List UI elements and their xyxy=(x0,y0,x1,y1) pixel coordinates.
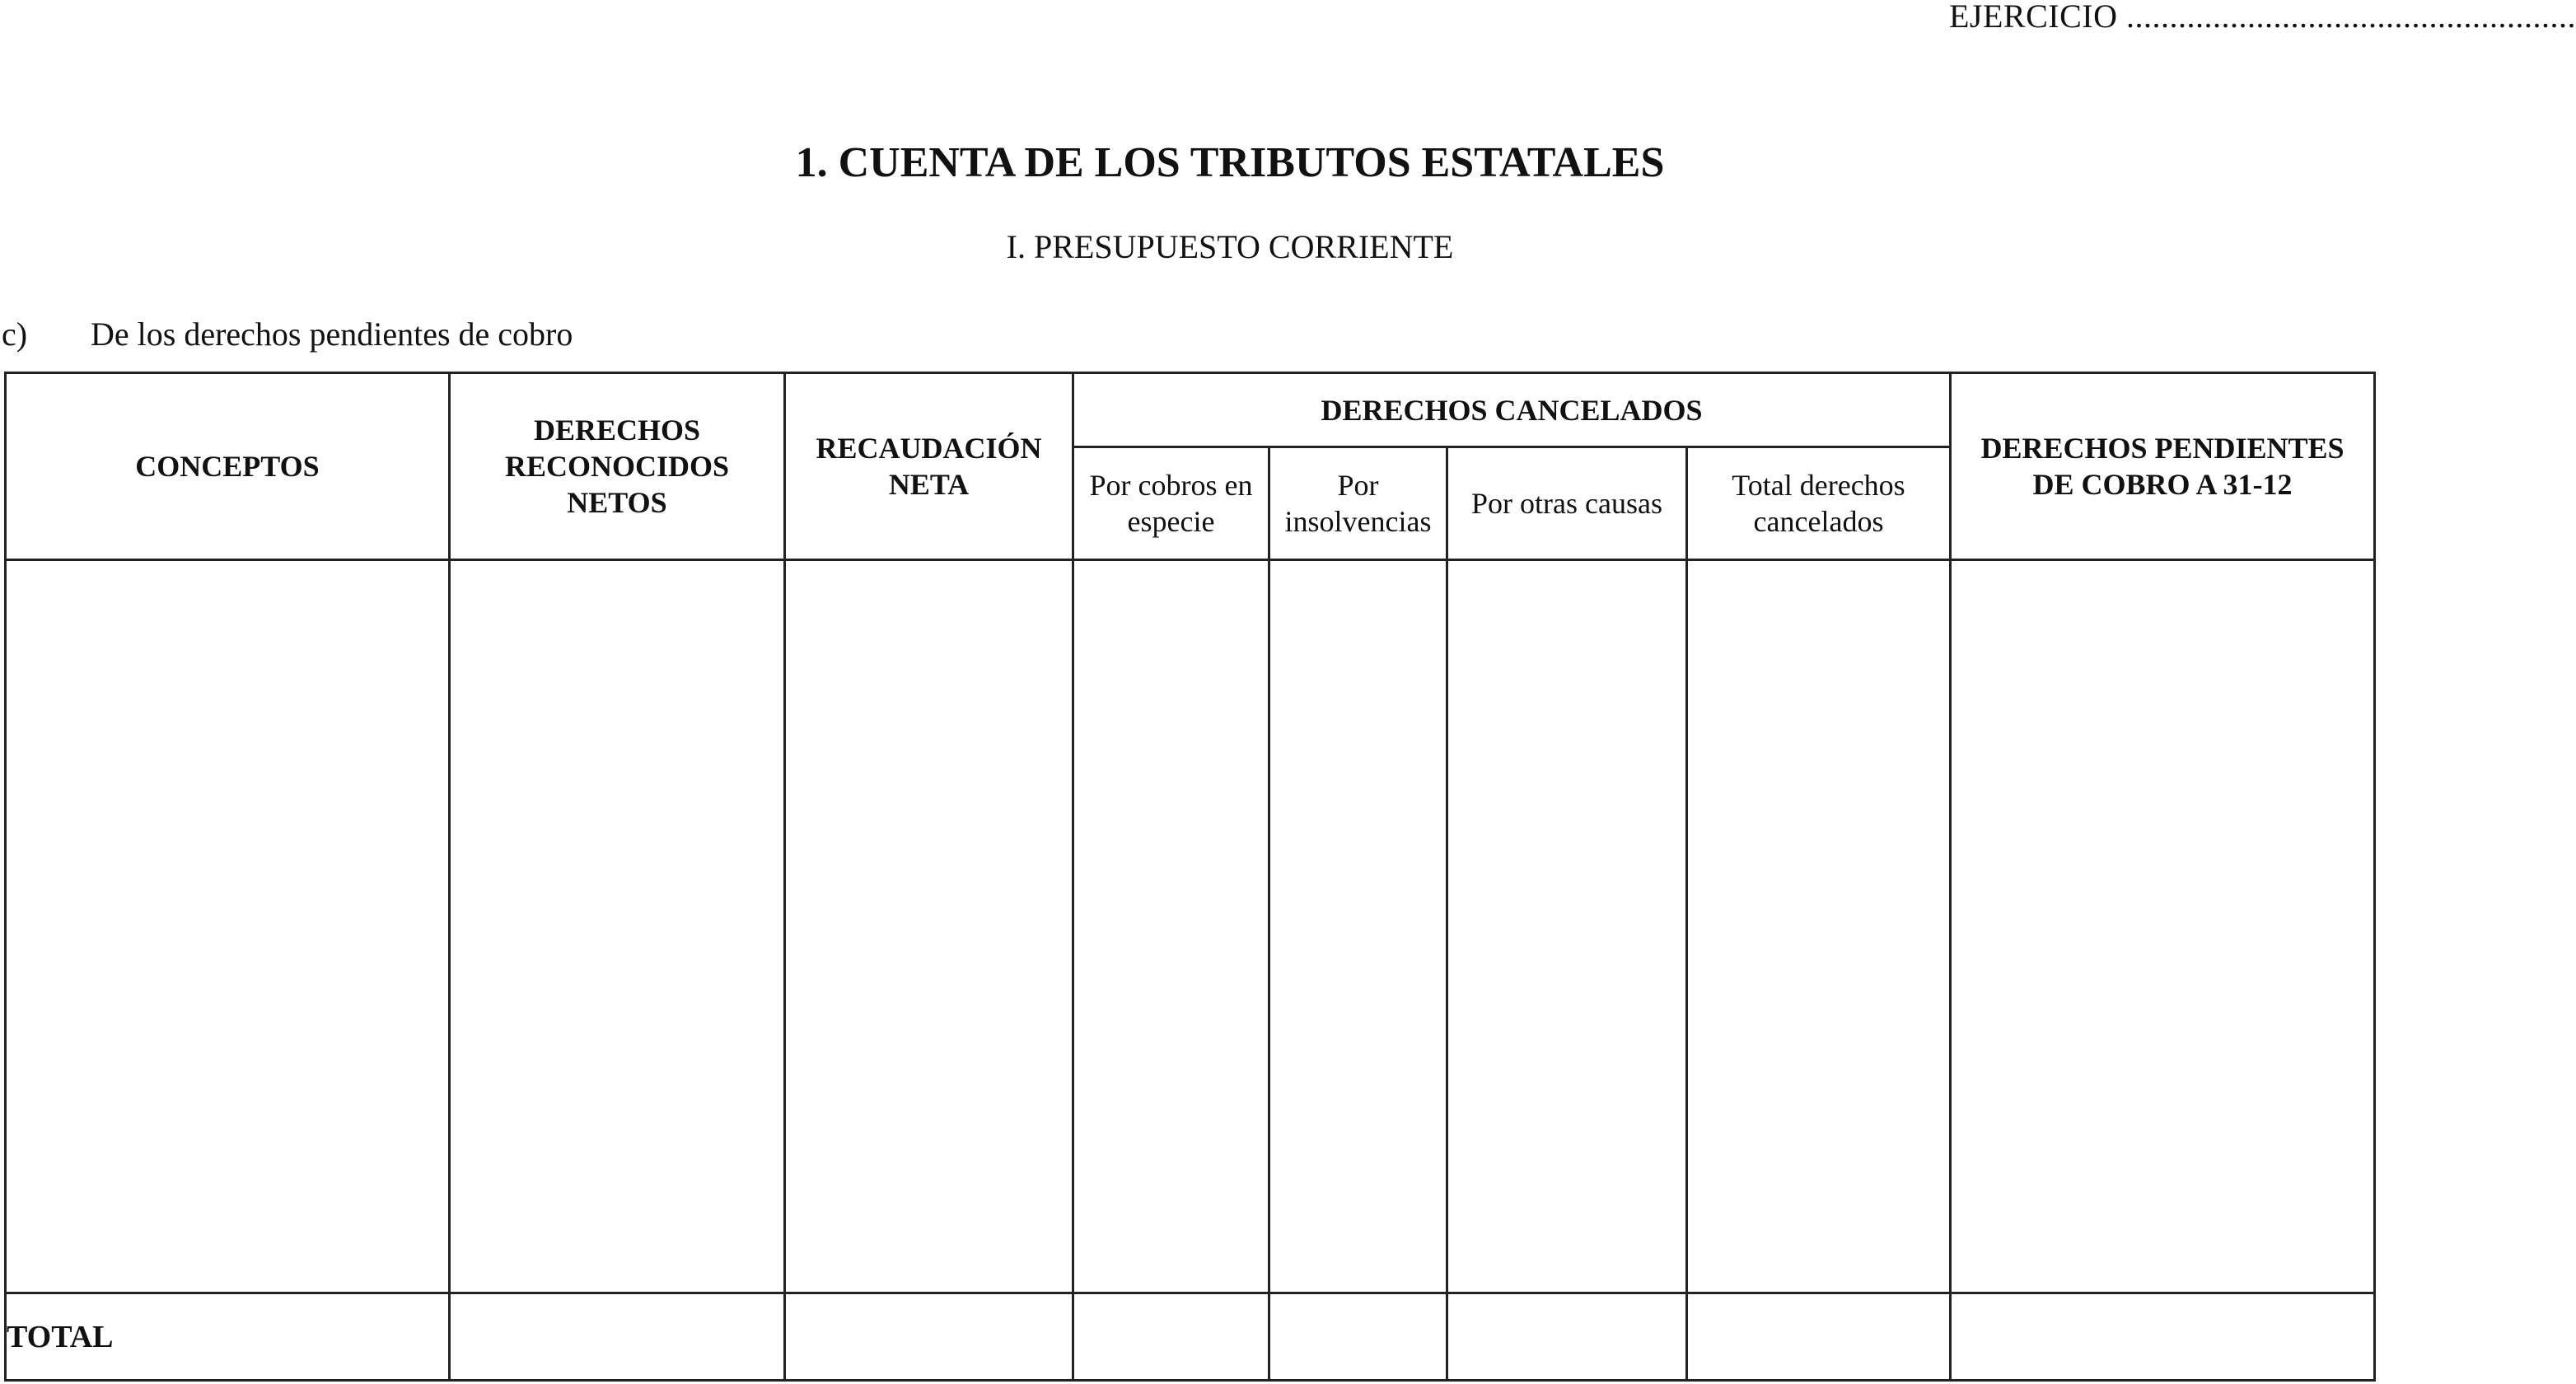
total-total-cancelados[interactable] xyxy=(1687,1293,1951,1381)
header-conceptos: CONCEPTOS xyxy=(6,373,450,560)
total-label: TOTAL xyxy=(6,1293,450,1381)
page-subtitle: I. PRESUPUESTO CORRIENTE xyxy=(1006,228,1454,265)
ejercicio-field: EJERCICIO .................................................... xyxy=(1949,0,2576,35)
section-letter: c) xyxy=(2,316,28,353)
cell-total-cancelados[interactable] xyxy=(1687,560,1951,1293)
subheader-cobros-especie: Por cobros en especie xyxy=(1073,447,1269,560)
section-heading: De los derechos pendientes de cobro xyxy=(91,316,573,353)
cell-pendientes[interactable] xyxy=(1951,560,2375,1293)
total-insolvencias[interactable] xyxy=(1269,1293,1447,1381)
cell-cobros-especie[interactable] xyxy=(1073,560,1269,1293)
page-title: 1. CUENTA DE LOS TRIBUTOS ESTATALES xyxy=(795,139,1665,186)
subheader-total-cancelados: Total derechos cancelados xyxy=(1687,447,1951,560)
cell-conceptos[interactable] xyxy=(6,560,450,1293)
total-row xyxy=(6,1293,2375,1381)
subheader-insolvencias: Por insolvencias xyxy=(1269,447,1447,560)
total-pendientes[interactable] xyxy=(1951,1293,2375,1381)
cell-derechos-reconocidos[interactable] xyxy=(450,560,785,1293)
header-derechos-reconocidos-netos: DERECHOS RECONOCIDOS NETOS xyxy=(450,373,785,560)
rights-table xyxy=(4,372,2376,1382)
header-derechos-pendientes: DERECHOS PENDIENTES DE COBRO A 31-12 xyxy=(1951,373,2375,560)
total-recaudacion[interactable] xyxy=(785,1293,1073,1381)
cell-otras-causas[interactable] xyxy=(1447,560,1687,1293)
table-row xyxy=(6,560,2375,1293)
header-recaudacion-neta: RECAUDACIÓN NETA xyxy=(785,373,1073,560)
total-cobros-especie[interactable] xyxy=(1073,1293,1269,1381)
cell-insolvencias[interactable] xyxy=(1269,560,1447,1293)
cell-recaudacion[interactable] xyxy=(785,560,1073,1293)
total-otras-causas[interactable] xyxy=(1447,1293,1687,1381)
total-derechos-reconocidos[interactable] xyxy=(450,1293,785,1381)
header-derechos-cancelados: DERECHOS CANCELADOS xyxy=(1073,373,1951,447)
subheader-otras-causas: Por otras causas xyxy=(1447,447,1687,560)
